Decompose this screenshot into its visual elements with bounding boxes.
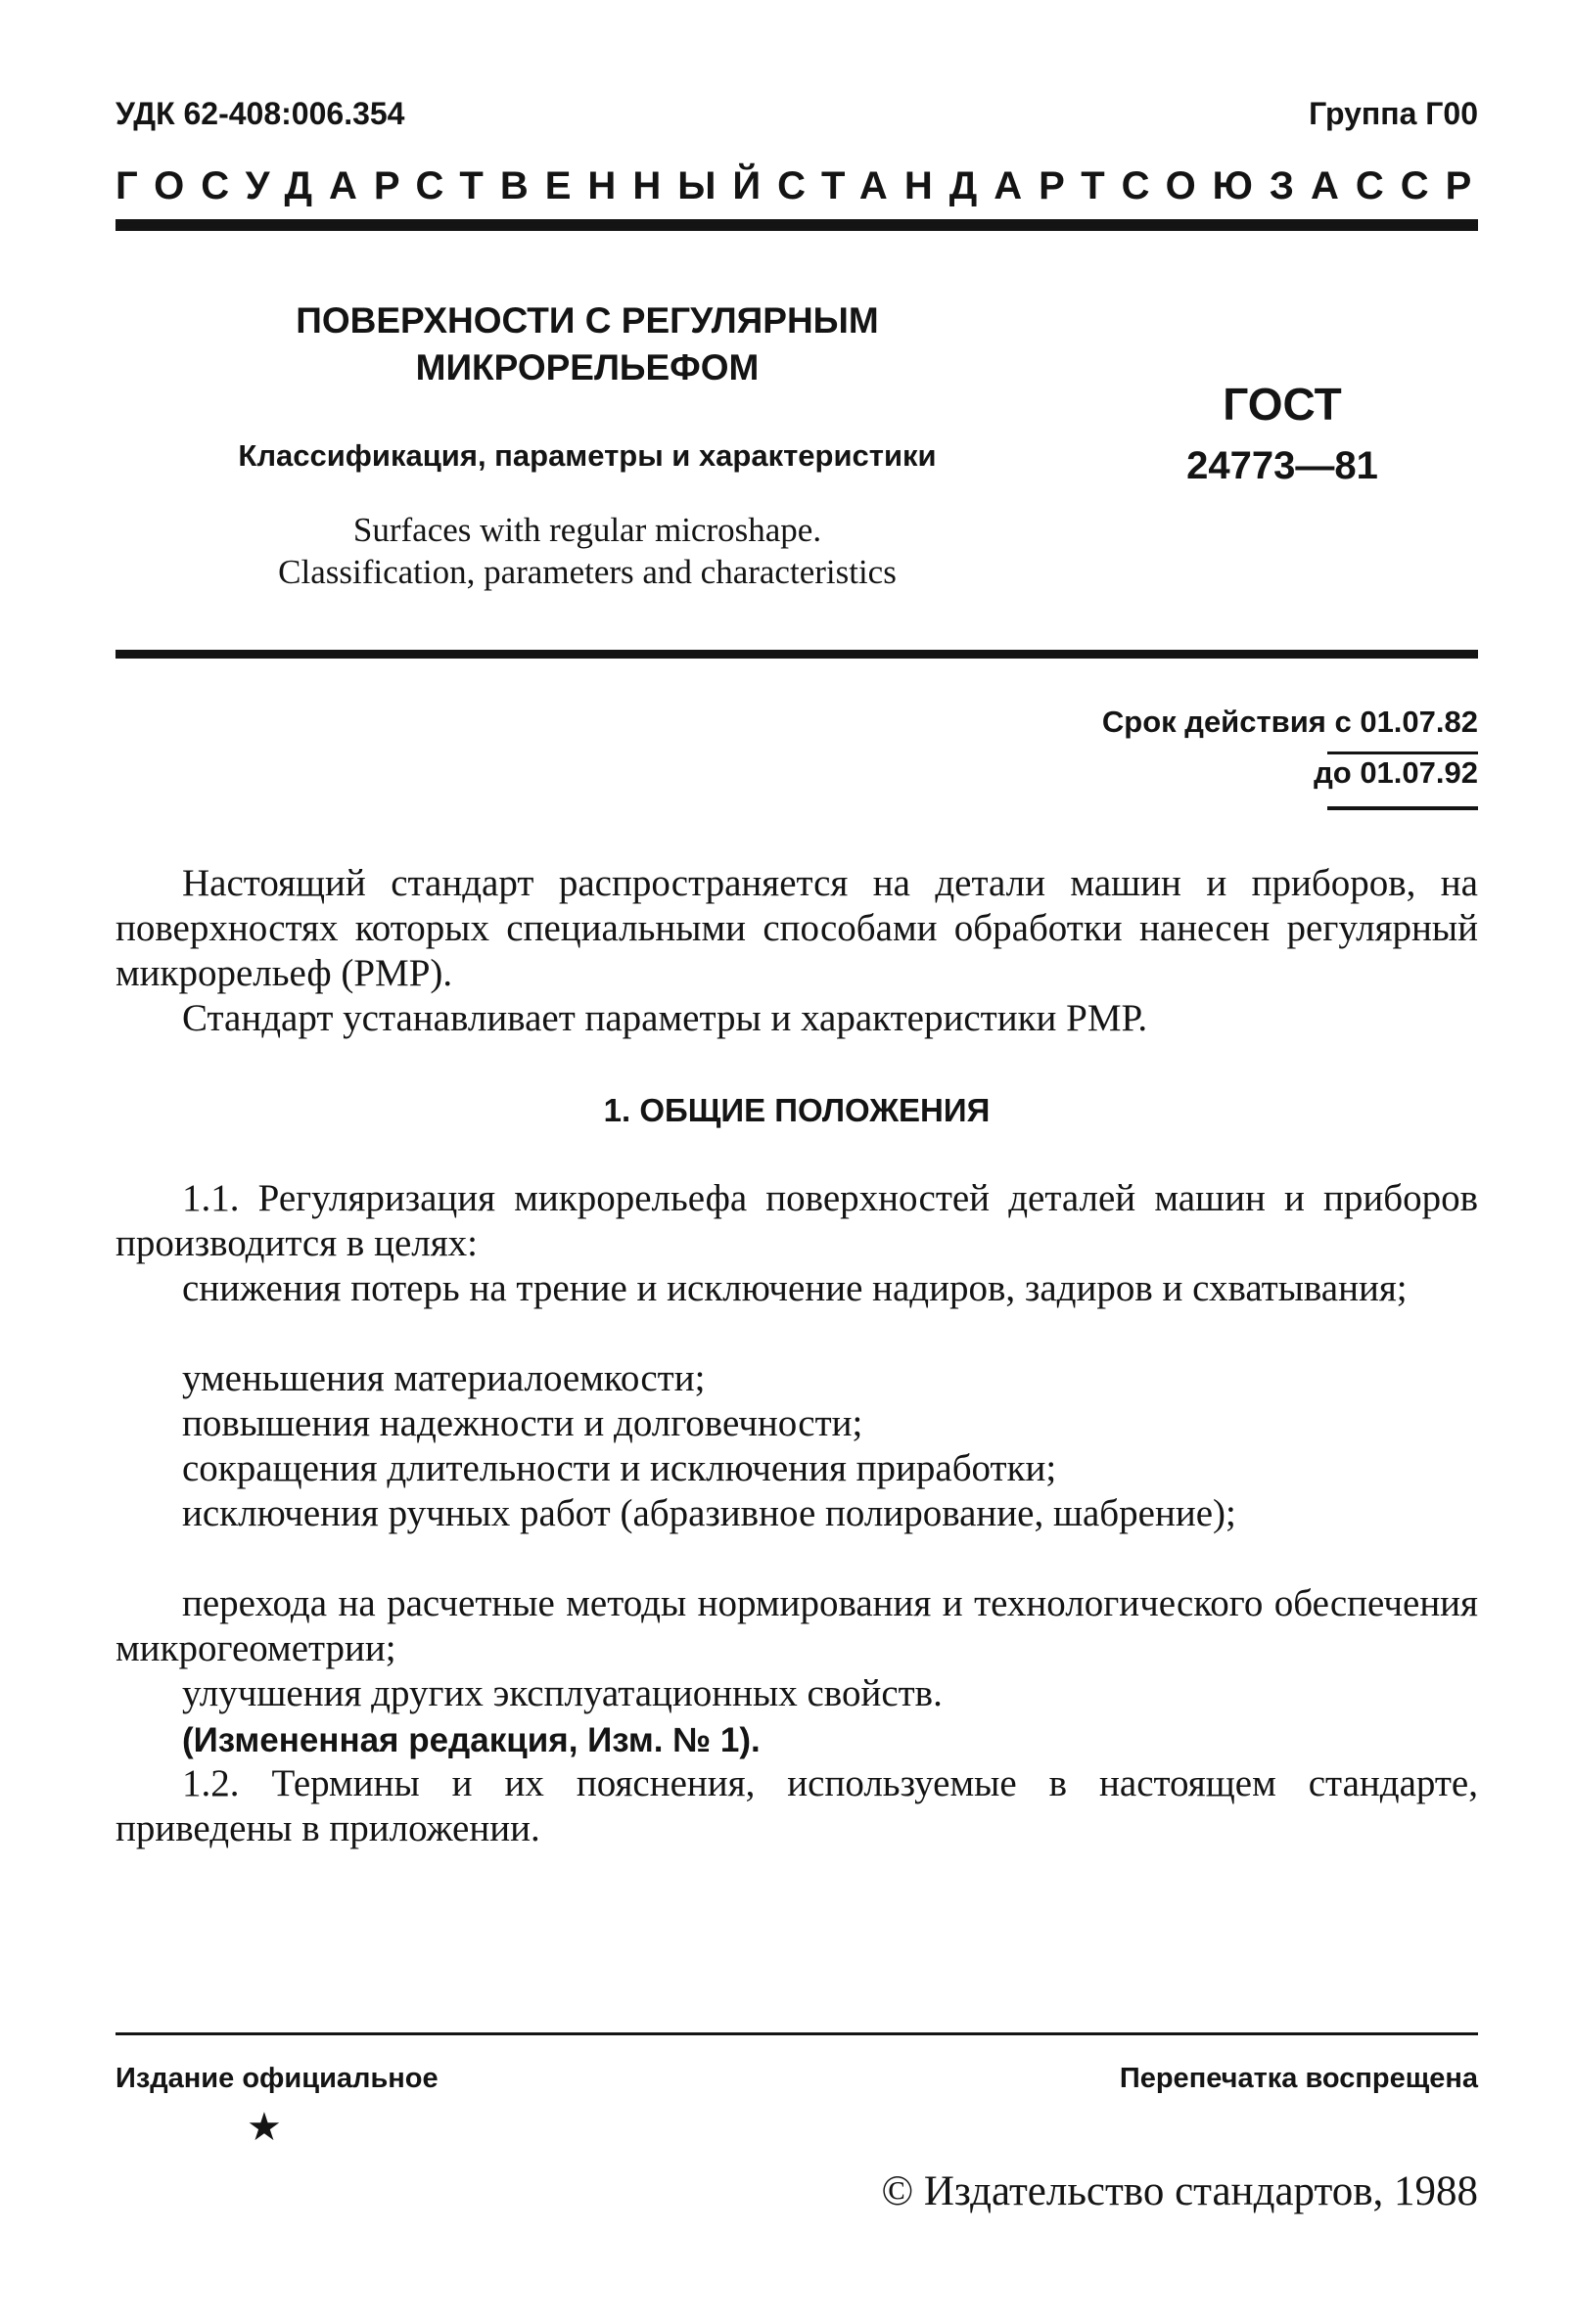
- title-line: ПОВЕРХНОСТИ С РЕГУЛЯРНЫМ: [296, 300, 879, 341]
- state-standard-title: [116, 164, 1489, 208]
- section-heading: 1. ОБЩИЕ ПОЛОЖЕНИЯ: [603, 1092, 991, 1128]
- document-subtitle: Классификация, параметры и характеристики: [238, 438, 937, 473]
- goal-item: перехода на расчетные методы нормирования и технологического обеспечения микрогеометрии;: [116, 1582, 1478, 1669]
- title-rule: [116, 650, 1478, 659]
- validity-underline: [1327, 752, 1478, 754]
- goal-item: улучшения других эксплуатационных свойств.: [182, 1672, 943, 1714]
- footer-rule: [116, 2032, 1478, 2035]
- state-title-word: ГОСУДАРСТВЕННЫЙ: [116, 164, 778, 207]
- clause-1-1: 1.1. Регуляризация микрорельефа поверхностей деталей машин и приборов производится в целях:: [116, 1177, 1478, 1264]
- amendment-note: (Измененная редакция, Изм. № 1).: [182, 1721, 761, 1759]
- goal-item: сокращения длительности и исключения приработки;: [182, 1447, 1057, 1489]
- state-title-word: СОЮЗА: [1121, 164, 1356, 207]
- gost-label: ГОСТ: [1223, 379, 1342, 430]
- state-title-word: СТАНДАРТ: [777, 164, 1122, 207]
- header-rule: [116, 219, 1478, 231]
- edition-label: Издание официальное: [116, 2063, 439, 2094]
- state-title-word: ССР: [1355, 164, 1489, 207]
- document-title: [176, 297, 998, 391]
- goal-item: повышения надежности и долговечности;: [182, 1402, 863, 1444]
- intro-paragraph: Настоящий стандарт распространяется на детали машин и приборов, на поверхностях которых специальными способами обработки нанесен регулярный микрорельеф (РМР).: [116, 862, 1478, 994]
- english-title: [176, 509, 998, 593]
- gost-number: 24773—81: [1186, 444, 1378, 487]
- group-code: Группа Г00: [1309, 96, 1478, 131]
- clause-1-2: 1.2. Термины и их пояснения, используемые в настоящем стандарте, приведены в приложении.: [116, 1762, 1478, 1849]
- copyright-notice: © Издательство стандартов, 1988: [881, 2168, 1478, 2214]
- reprint-notice: Перепечатка воспрещена: [1119, 2063, 1478, 2094]
- intro-paragraph: Стандарт устанавливает параметры и характеристики РМР.: [182, 997, 1148, 1039]
- star-icon: ★: [247, 2105, 282, 2149]
- validity-to: до 01.07.92: [1314, 755, 1478, 790]
- english-title-line: Surfaces with regular microshape.: [352, 511, 822, 549]
- title-line: МИКРОРЕЛЬЕФОМ: [415, 347, 760, 387]
- validity-from: Срок действия с 01.07.82: [1101, 705, 1478, 739]
- goal-item: уменьшения материалоемкости;: [182, 1357, 706, 1399]
- validity-rule: [1327, 806, 1478, 810]
- english-title-line: Classification, parameters and characteristics: [278, 553, 897, 591]
- goal-item: снижения потерь на трение и исключение надиров, задиров и схватывания;: [182, 1267, 1408, 1309]
- udc-code: УДК 62-408:006.354: [116, 96, 405, 131]
- goal-item: исключения ручных работ (абразивное полирование, шабрение);: [182, 1492, 1236, 1534]
